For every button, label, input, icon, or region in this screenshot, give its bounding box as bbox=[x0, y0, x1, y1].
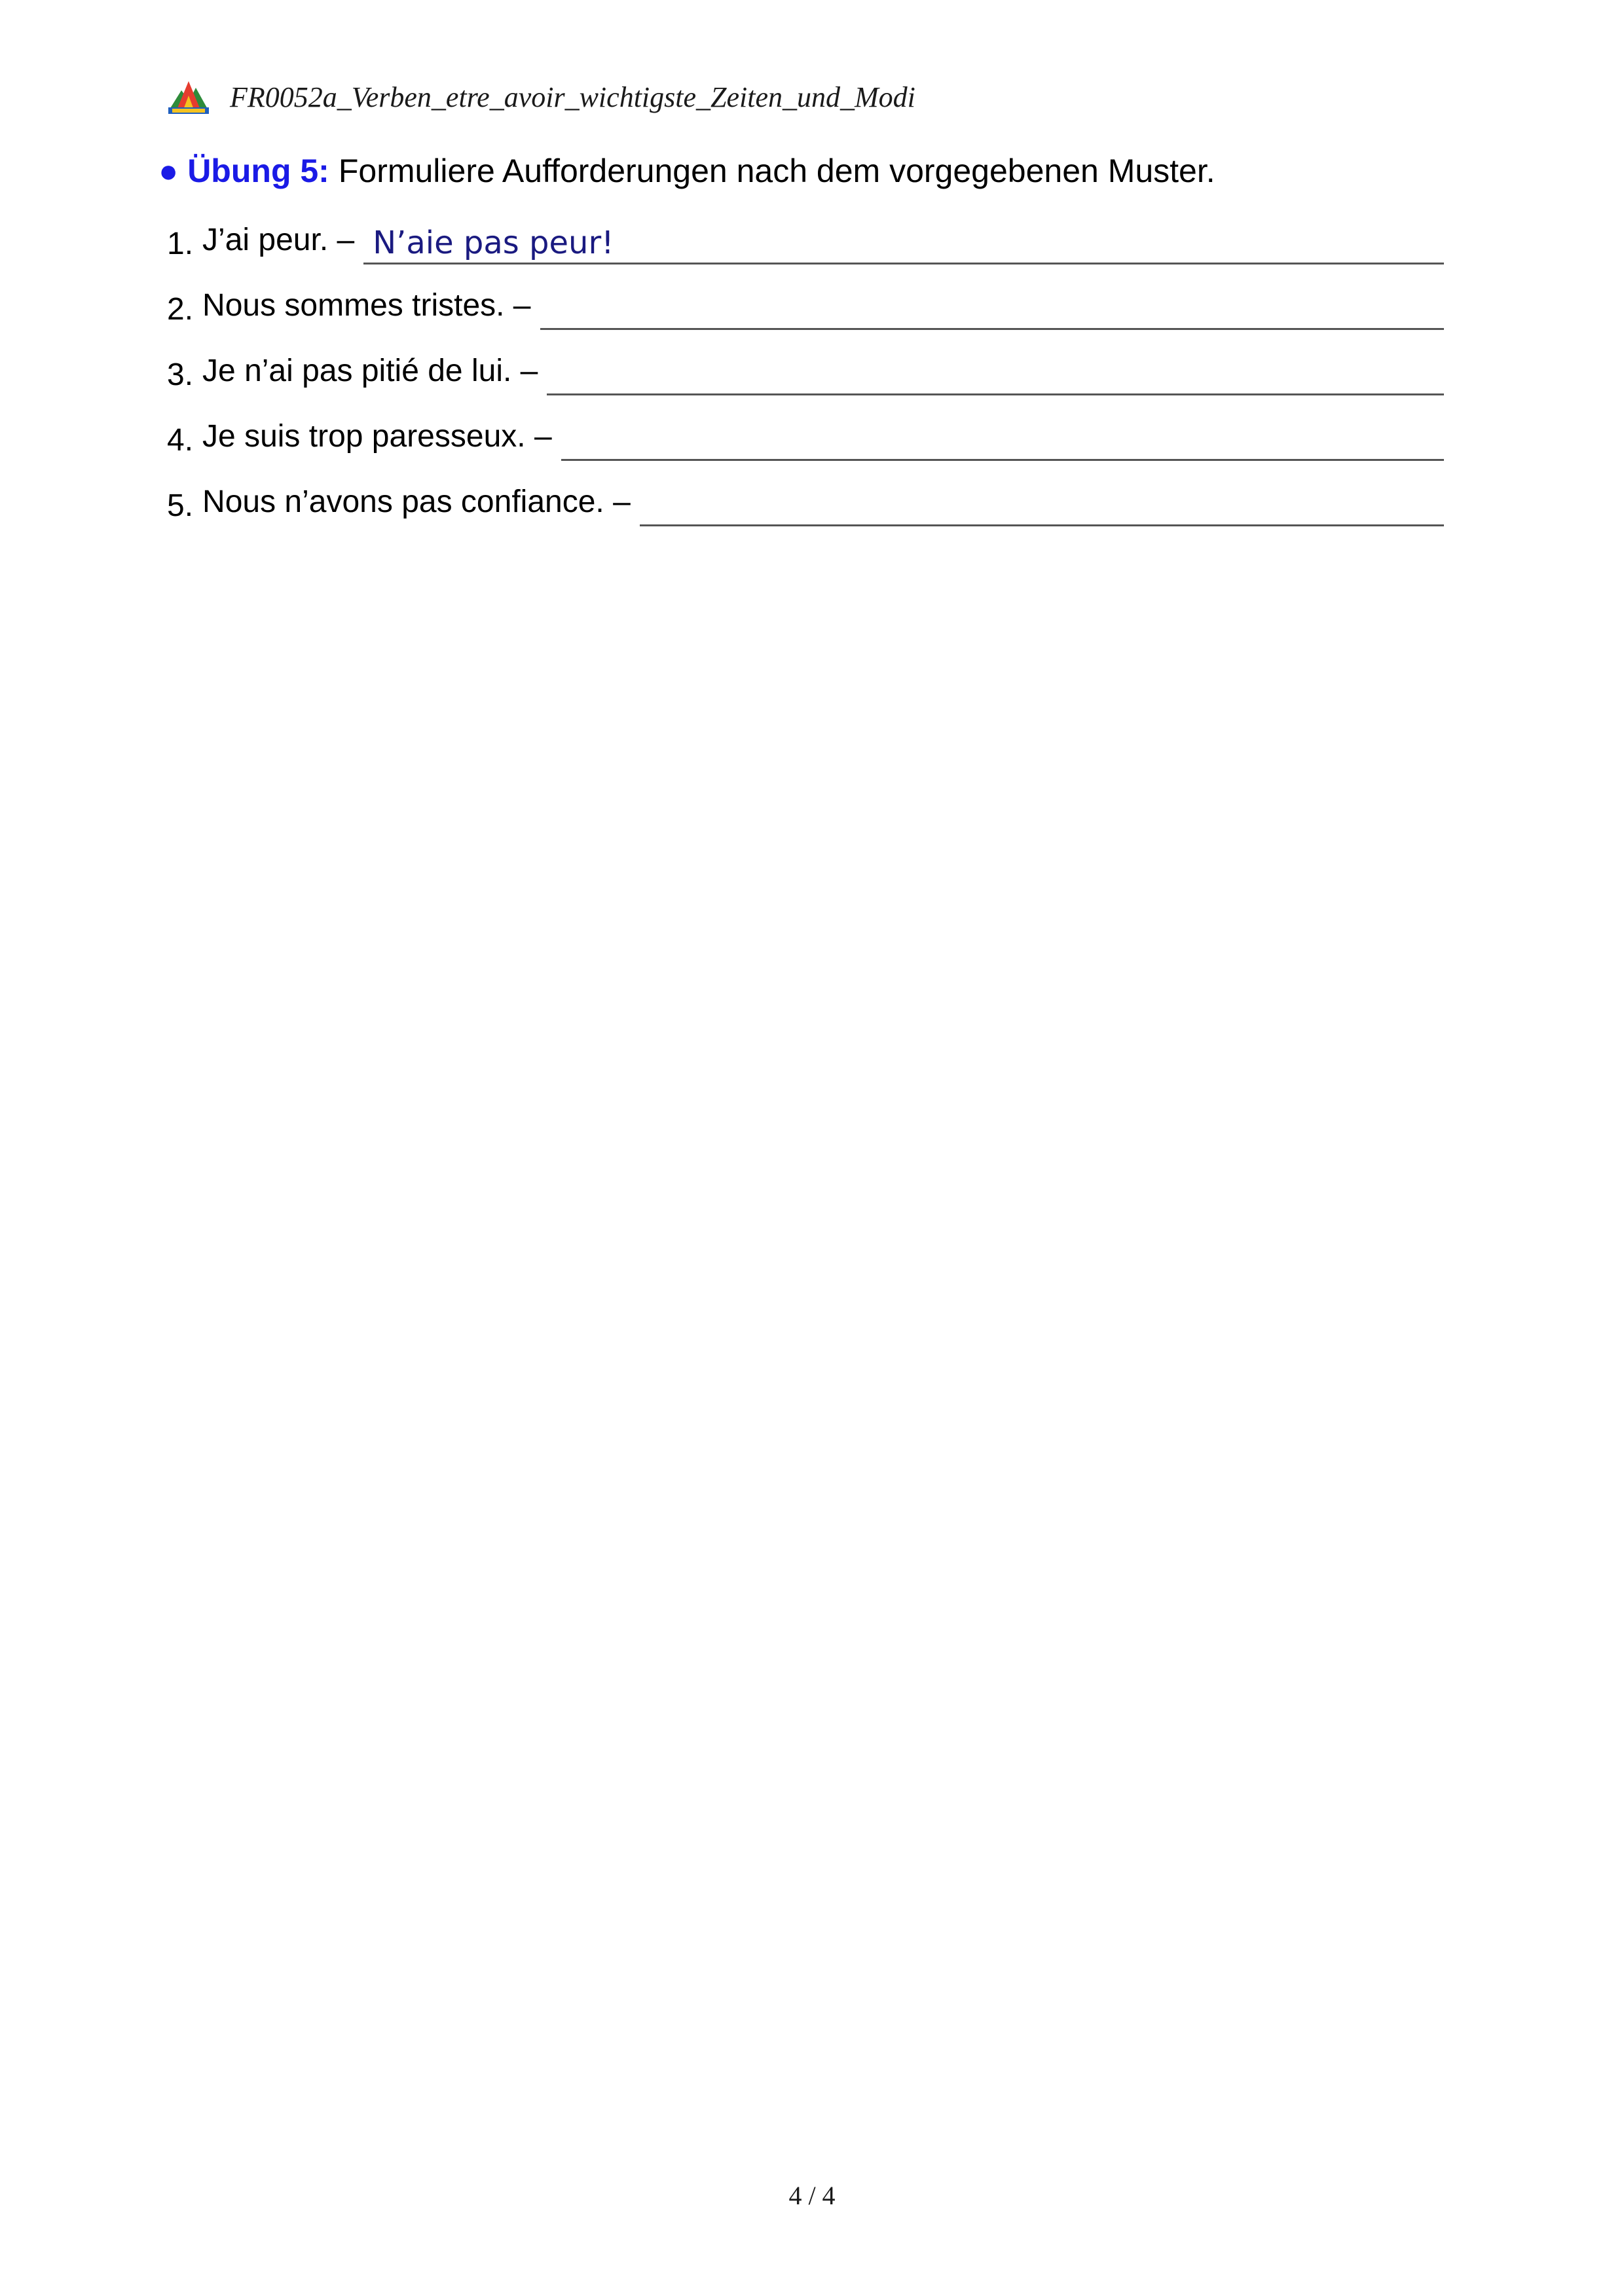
exercise-label: Übung 5: bbox=[187, 153, 329, 189]
page-header bbox=[167, 71, 915, 123]
task-row bbox=[167, 482, 1444, 528]
task-row bbox=[167, 351, 1444, 397]
document-title: FR0052a_Verben_etre_avoir_wichtigste_Zeiten_und_Modi bbox=[230, 81, 915, 113]
task-prompt: J’ai peur. – bbox=[202, 223, 355, 257]
task-prompt: Je n’ai pas pitié de lui. – bbox=[202, 354, 538, 388]
task-prompt: Nous n’avons pas confiance. – bbox=[202, 484, 631, 519]
answer-text: N’aie pas peur! bbox=[373, 225, 614, 261]
mountain-logo-icon bbox=[167, 79, 210, 115]
answer-field[interactable] bbox=[363, 221, 1444, 264]
task-number: 1. bbox=[167, 227, 194, 261]
task-number: 4. bbox=[167, 423, 194, 458]
exercise-instruction: Formuliere Aufforderungen nach dem vorgegebenen Muster. bbox=[338, 153, 1215, 189]
task-number: 5. bbox=[167, 488, 194, 523]
exercise-heading bbox=[158, 152, 1215, 190]
task-prompt: Nous sommes tristes. – bbox=[202, 288, 531, 323]
task-row bbox=[167, 285, 1444, 331]
bullet-icon: ● bbox=[158, 153, 179, 189]
task-row bbox=[167, 220, 1444, 266]
answer-field[interactable] bbox=[540, 286, 1445, 330]
task-number: 2. bbox=[167, 292, 194, 327]
answer-field[interactable] bbox=[547, 352, 1444, 395]
answer-field[interactable] bbox=[640, 483, 1444, 526]
task-row bbox=[167, 416, 1444, 462]
answer-field[interactable] bbox=[561, 417, 1444, 461]
page-number: 4 / 4 bbox=[788, 2181, 836, 2210]
task-prompt: Je suis trop paresseux. – bbox=[202, 419, 552, 454]
task-number: 3. bbox=[167, 357, 194, 392]
